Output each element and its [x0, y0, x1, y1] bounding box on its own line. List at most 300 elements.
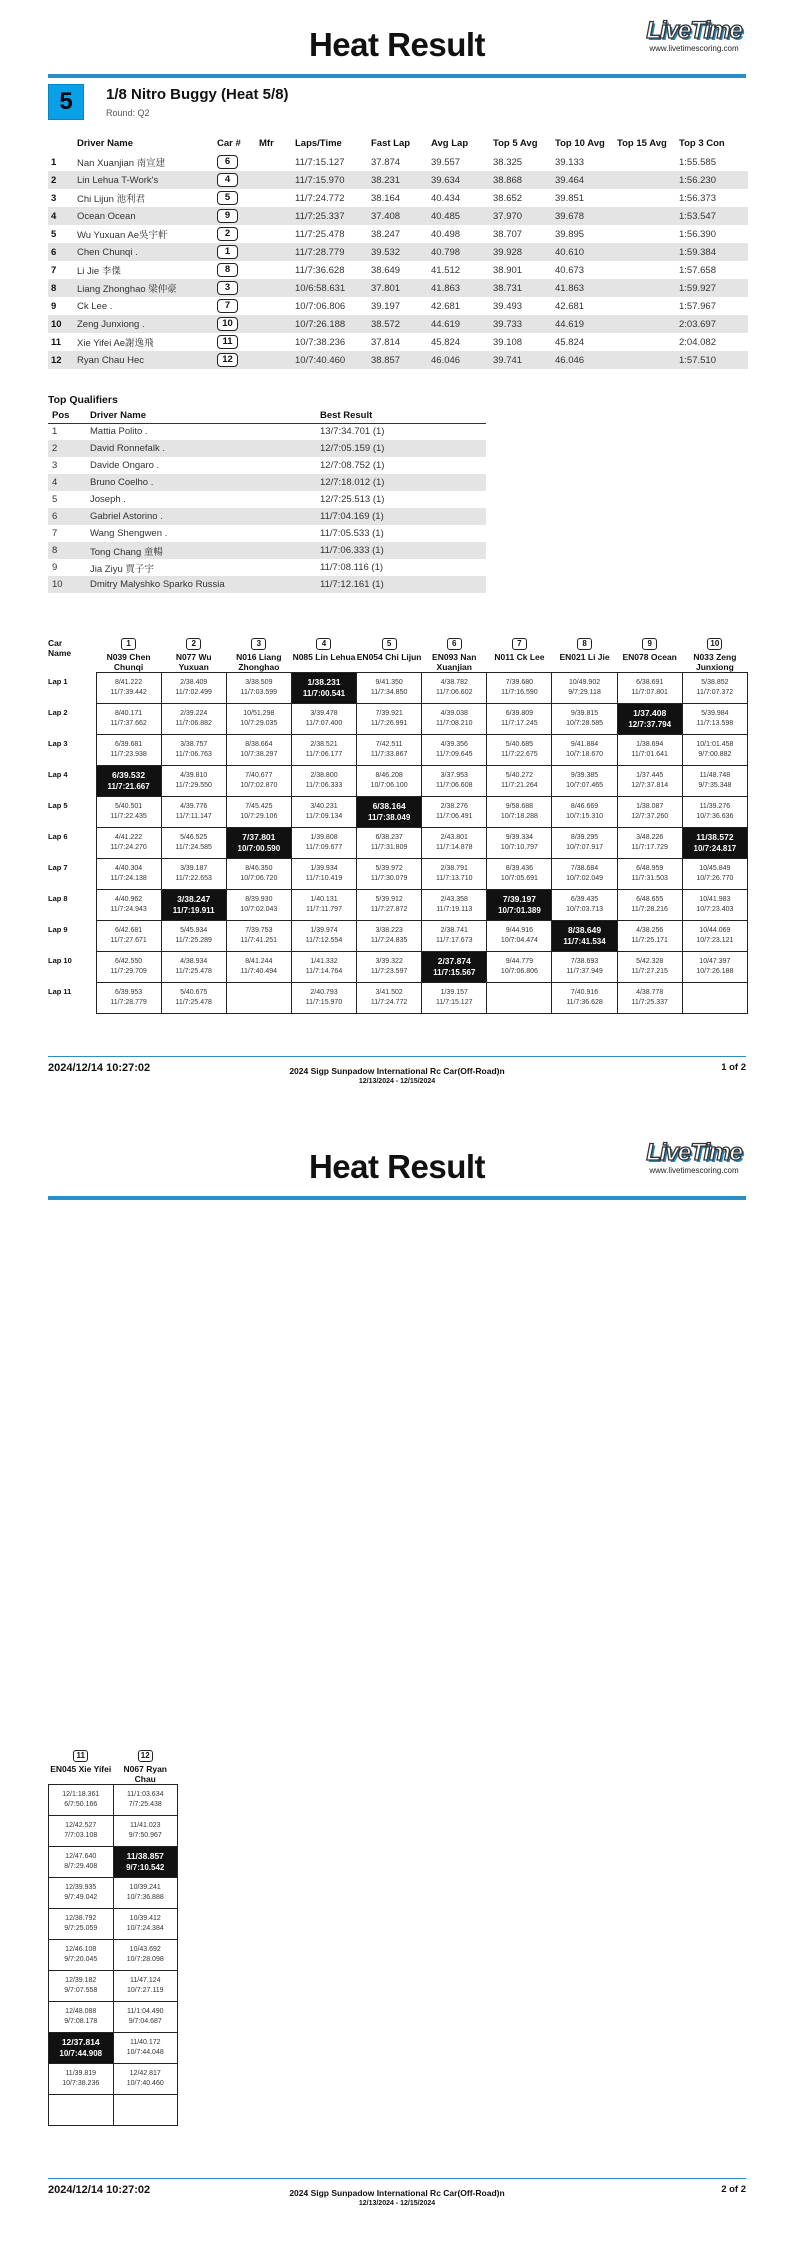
lap-pos-time: 12/39.935 — [65, 1884, 97, 1891]
result-t15 — [614, 153, 676, 171]
lap-pos-time: 7/39.921 — [375, 710, 403, 717]
lap-total: 11/7:21.667 — [107, 781, 150, 791]
lap-pos-time: 11/48.748 — [699, 772, 731, 779]
col-fast: Fast Lap — [371, 138, 411, 149]
lap-total: 9/7:00.882 — [698, 751, 732, 758]
tq-row — [48, 508, 486, 525]
tq-row — [48, 440, 486, 457]
result-pos: 7 — [51, 264, 57, 276]
lap-cell — [113, 2033, 178, 2064]
lap-cell — [487, 983, 552, 1014]
result-laps: 11/7:36.628 — [295, 264, 345, 276]
lap-chart-driver-name: Chen Chunqi — [113, 652, 151, 672]
lap-total: 10/7:26.770 — [696, 875, 734, 882]
result-t10: 39.133 — [555, 156, 585, 168]
result-t5: 38.707 — [493, 228, 523, 240]
tq-pos: 2 — [48, 440, 86, 457]
tq-pos: 6 — [48, 508, 86, 525]
result-car-cell — [214, 207, 256, 225]
lap-cell — [422, 859, 487, 890]
result-mfr — [256, 207, 292, 225]
tq-pos: 9 — [52, 562, 58, 573]
result-t3: 1:55.585 — [679, 156, 716, 168]
col-driver: Driver Name — [77, 138, 133, 149]
result-t15 — [614, 207, 676, 225]
lap-total: 11/7:19.911 — [172, 905, 215, 915]
tq-result: 12/7:08.752 (1) — [320, 460, 385, 471]
result-pos: 5 — [51, 228, 57, 240]
car-number-badge: 8 — [217, 263, 238, 277]
result-mfr — [256, 279, 292, 297]
lap-pos-time: 10/39.241 — [129, 1884, 161, 1891]
lap-total: 11/7:24.943 — [110, 906, 147, 913]
result-laps: 11/7:25.337 — [292, 207, 368, 225]
result-t10: 45.824 — [555, 336, 585, 348]
lap-cell — [617, 735, 682, 766]
result-avg: 39.634 — [428, 171, 490, 189]
lap-total: 9/7:07.558 — [64, 1987, 98, 1994]
result-row — [48, 333, 748, 351]
result-driver: Lin Lehua T-Work's — [74, 171, 214, 189]
lap-row — [49, 2095, 178, 2126]
lap-cell — [161, 673, 226, 704]
lap-total: 11/7:08.210 — [436, 720, 473, 727]
round-label: Round: Q2 — [106, 108, 150, 118]
lap-total: 10/7:05.691 — [500, 875, 538, 882]
result-driver: Ck Lee . — [77, 300, 113, 312]
lap-row — [49, 2033, 178, 2064]
result-t5: 38.325 — [493, 156, 523, 168]
lap-cell — [291, 828, 356, 859]
lap-total: 10/7:29.035 — [240, 720, 278, 727]
lap-pos-time: 10/51.298 — [243, 710, 275, 717]
lap-total: 11/7:22.653 — [175, 875, 212, 882]
lap-chart-driver-name: Nan Xuanjian — [436, 652, 477, 672]
result-t15 — [614, 189, 676, 207]
livetime-logo — [642, 18, 746, 53]
lap-pos-time: 3/38.223 — [375, 927, 403, 934]
lap-cell — [422, 983, 487, 1014]
fastest-lap-cell — [161, 890, 226, 921]
col-avg: Avg Lap — [431, 138, 469, 149]
lap-cell — [487, 952, 552, 983]
lap-total: 9/7:20.045 — [64, 1956, 98, 1963]
lap-cell — [552, 797, 617, 828]
lap-pos-time: 9/44.779 — [505, 958, 534, 965]
logo-url-2: www.livetimescoring.com — [649, 1166, 739, 1175]
lap-cell — [291, 952, 356, 983]
lap-cell — [113, 2002, 178, 2033]
result-row — [48, 243, 748, 261]
lap-chart-driver-name: Xie Yifei — [78, 1764, 112, 1774]
lap-label: Lap 6 — [48, 831, 68, 841]
lap-cell — [161, 766, 226, 797]
fastest-lap-cell — [226, 828, 291, 859]
lap-cell — [552, 952, 617, 983]
result-t5: 39.928 — [490, 243, 552, 261]
lap-pos-time: 12/46.108 — [65, 1946, 97, 1953]
lap-pos-time: 12/48.088 — [65, 2008, 97, 2015]
lap-cell — [113, 2064, 178, 2095]
tq-driver: Gabriel Astorino . — [86, 508, 316, 525]
lap-pos-time: 3/38.509 — [245, 679, 273, 686]
lap-total: 10/7:06.100 — [370, 782, 408, 789]
lap-total: 10/7:04.474 — [500, 937, 538, 944]
tq-col-driver: Driver Name — [86, 408, 316, 423]
lap-chart-car-header — [113, 1750, 178, 1785]
lap-total: 11/7:29.709 — [110, 968, 147, 975]
lap-total: 10/7:28.098 — [126, 1956, 164, 1963]
result-fast: 38.164 — [371, 192, 401, 204]
car-number-badge: 12 — [217, 353, 238, 367]
lap-total: 11/7:21.264 — [501, 782, 538, 789]
lap-cell — [291, 797, 356, 828]
lap-cell — [161, 983, 226, 1014]
lap-pos-time: 10/41.983 — [699, 896, 731, 903]
result-pos: 4 — [48, 207, 74, 225]
result-mfr — [256, 171, 292, 189]
page-title: Heat Result — [308, 26, 486, 63]
lap-total: 11/7:00.541 — [302, 688, 346, 698]
lap-pos-time: 9/58.688 — [505, 803, 534, 810]
lap-total: 11/7:26.991 — [370, 720, 408, 727]
fastest-lap-cell — [617, 704, 682, 735]
result-t3: 1:56.390 — [679, 228, 716, 240]
lap-row — [48, 890, 748, 921]
result-car-cell — [214, 225, 256, 243]
result-pos: 9 — [51, 300, 57, 312]
result-laps: 10/7:40.460 — [292, 351, 368, 369]
lap-pos-time: 3/48.226 — [636, 834, 664, 841]
tq-driver: Dmitry Malyshko Sparko Russia — [86, 576, 316, 593]
lap-total: 10/7:01.389 — [498, 905, 541, 915]
lap-chart-car-code: N077 — [175, 652, 197, 662]
lap-chart-car-code: EN021 — [559, 652, 586, 662]
tq-result: 11/7:04.169 (1) — [316, 508, 486, 525]
lap-chart-car-code: N011 — [494, 652, 515, 662]
lap-cell — [291, 890, 356, 921]
lap-pos-time: 11/1:03.634 — [127, 1791, 164, 1798]
lap-total: 9/7:10.542 — [126, 1862, 165, 1872]
lap-cell — [49, 1971, 114, 2002]
lap-pos-time: 4/40.304 — [114, 865, 143, 872]
lap-pos-time: 7/38.684 — [570, 865, 599, 872]
lap-pos-time: 6/39.953 — [114, 989, 143, 996]
lap-cell — [682, 890, 747, 921]
result-laps: 10/7:26.188 — [292, 315, 368, 333]
lap-total: 9/7:08.178 — [64, 2018, 98, 2025]
lap-pos-time: 8/41.244 — [245, 958, 273, 965]
lap-cell — [617, 921, 682, 952]
result-driver: Ocean Ocean — [74, 207, 214, 225]
result-driver: Xie Yifei Ae謝逸飛 — [77, 338, 154, 349]
tq-driver: Tong Chang 童暢 — [86, 542, 316, 559]
lap-pos-time: 11/1:04.490 — [127, 2008, 164, 2015]
lap-cell — [113, 1940, 178, 1971]
lap-cell — [291, 921, 356, 952]
result-avg: 40.498 — [431, 228, 461, 240]
lap-row — [49, 2002, 178, 2033]
lap-total: 11/7:13.598 — [696, 720, 734, 727]
lap-chart-driver-name: Li Jie — [587, 652, 610, 662]
lap-pos-time: 9/41.350 — [375, 679, 403, 686]
tq-result: 11/7:08.116 (1) — [320, 562, 384, 573]
lap-cell — [357, 673, 422, 704]
lap-pos-time: 11/41.023 — [129, 1822, 161, 1829]
lap-pos-time: 2/38.521 — [310, 741, 338, 748]
lap-pos-time: 5/39.984 — [701, 710, 729, 717]
tq-driver: Jia Ziyu 賈子宇 — [90, 563, 154, 575]
result-laps: 11/7:25.478 — [295, 228, 345, 240]
lap-row — [49, 1971, 178, 2002]
lap-total: 11/7:38.049 — [368, 812, 411, 822]
result-avg: 41.512 — [431, 264, 461, 276]
lap-total: 10/7:07.917 — [566, 844, 604, 851]
lap-total: 11/7:07.801 — [631, 689, 668, 696]
lap-total: 11/7:01.641 — [631, 751, 668, 758]
lap-total: 11/7:07.372 — [696, 689, 734, 696]
result-mfr — [256, 261, 292, 279]
lap-cell — [113, 1909, 178, 1940]
lap-pos-time: 4/38.778 — [636, 989, 664, 996]
lap-pos-time: 11/38.572 — [696, 831, 734, 842]
lap-row — [48, 828, 748, 859]
result-fast: 39.532 — [368, 243, 428, 261]
result-fast: 38.572 — [368, 315, 428, 333]
lap-chart-car-code: EN093 — [432, 652, 459, 662]
lap-total: 11/7:31.503 — [631, 875, 668, 882]
tq-driver: Joseph . — [90, 494, 126, 505]
result-t5: 39.108 — [493, 336, 523, 348]
tq-result: 12/7:25.513 (1) — [320, 494, 385, 505]
lap-pos-time: 3/39.322 — [375, 958, 403, 965]
lap-cell — [226, 983, 291, 1014]
fastest-lap-cell — [113, 1847, 178, 1878]
result-t5: 38.731 — [490, 279, 552, 297]
result-t15 — [614, 171, 676, 189]
lap-total: 11/7:06.602 — [436, 689, 473, 696]
tq-result: 12/7:05.159 (1) — [316, 440, 486, 457]
lap-cell — [682, 921, 747, 952]
lap-cell — [291, 983, 356, 1014]
result-driver: Liang Zhonghao 梁仲豪 — [74, 279, 214, 297]
lap-total: 11/7:09.677 — [305, 844, 343, 851]
lap-pos-time: 12/42.527 — [65, 1822, 97, 1829]
lap-chart-driver-name: Ryan Chau — [134, 1764, 167, 1784]
lap-cell — [357, 766, 422, 797]
result-t10: 39.678 — [552, 207, 614, 225]
lap-cell — [49, 1878, 114, 1909]
lap-cell — [682, 673, 747, 704]
tq-col-result: Best Result — [316, 408, 486, 423]
result-t5: 38.652 — [493, 192, 523, 204]
result-pos: 3 — [51, 192, 57, 204]
result-mfr — [256, 297, 292, 315]
lap-total: 11/7:25.171 — [631, 937, 668, 944]
lap-cell — [357, 859, 422, 890]
lap-pos-time: 8/38.649 — [568, 924, 602, 935]
lap-chart-driver-name: Ocean — [650, 652, 677, 662]
lap-pos-time: 10/47.397 — [699, 958, 731, 965]
lap-total: 11/7:36.628 — [566, 999, 603, 1006]
lap-chart-car-code: N067 — [123, 1764, 144, 1774]
logo-mark: LiveTime — [646, 17, 742, 44]
page-title-2: Heat Result — [308, 1148, 486, 1185]
lap-pos-time: 3/39.478 — [310, 710, 338, 717]
lap-pos-time: 6/39.435 — [570, 896, 599, 903]
tq-pos: 1 — [52, 426, 58, 438]
header-rule-2 — [48, 1196, 746, 1200]
lap-total: 11/7:24.585 — [175, 844, 212, 851]
car-number-badge: 5 — [217, 191, 238, 205]
lap-total: 10/7:06.806 — [500, 968, 538, 975]
lap-cell — [96, 735, 161, 766]
footer-date: 2024/12/14 10:27:02 — [48, 1062, 151, 1074]
result-car-cell — [214, 297, 256, 315]
lap-total: 10/7:00.590 — [237, 843, 281, 853]
header-rule — [48, 74, 746, 78]
lap-cell — [226, 952, 291, 983]
result-t10: 39.851 — [555, 192, 585, 204]
lap-total: 6/7:50.166 — [64, 1801, 98, 1808]
lap-total: 11/7:17.245 — [501, 720, 538, 727]
result-t5: 37.970 — [490, 207, 552, 225]
lap-chart-car-header — [357, 638, 422, 673]
lap-pos-time: 5/46.525 — [180, 834, 208, 841]
fastest-lap-cell — [49, 2033, 114, 2064]
lap-cell — [422, 828, 487, 859]
lap-chart-car-number: 4 — [316, 638, 331, 650]
lap-pos-time: 7/40.677 — [245, 772, 273, 779]
lap-pos-time: 8/46.669 — [570, 803, 599, 810]
lap-cell — [357, 921, 422, 952]
lap-cell — [113, 1816, 178, 1847]
result-car-cell — [214, 171, 256, 189]
lap-pos-time: 8/38.664 — [245, 741, 273, 748]
lap-cell — [357, 952, 422, 983]
result-driver: Nan Xuanjian 南宣建 — [77, 158, 166, 169]
lap-pos-time: 7/38.693 — [570, 958, 599, 965]
lap-pos-time: 12/1:18.361 — [62, 1791, 100, 1798]
lap-cell — [617, 673, 682, 704]
tq-row — [48, 491, 486, 508]
result-mfr — [256, 333, 292, 351]
col-top15: Top 15 Avg — [617, 138, 667, 149]
lap-pos-time: 6/48.655 — [636, 896, 664, 903]
tq-row — [48, 525, 486, 542]
lap-cell — [422, 735, 487, 766]
lap-total: 10/7:18.288 — [500, 813, 538, 820]
result-fast: 37.874 — [371, 156, 401, 168]
lap-pos-time: 2/38.741 — [440, 927, 468, 934]
lap-pos-time: 5/40.675 — [180, 989, 208, 996]
tq-row — [48, 542, 486, 559]
lap-row — [48, 921, 748, 952]
lap-total: 11/7:03.599 — [240, 689, 278, 696]
result-driver: Wu Yuxuan Ae吳宇軒 — [77, 230, 168, 241]
lap-total: 11/7:27.872 — [370, 906, 408, 913]
lap-total: 11/7:09.134 — [305, 813, 343, 820]
lap-cell — [161, 921, 226, 952]
lap-total: 10/7:38.236 — [62, 2080, 100, 2087]
lap-pos-time: 5/42.328 — [636, 958, 664, 965]
lap-total: 9/7:50.967 — [128, 1832, 162, 1839]
lap-pos-time: 7/40.916 — [570, 989, 599, 996]
lap-chart-driver-name: Chi Lijun — [385, 652, 422, 662]
lap-cell — [96, 704, 161, 735]
lap-chart-car-number: 7 — [512, 638, 527, 650]
result-row — [48, 189, 748, 207]
lap-chart-row-header: Car Name — [48, 638, 72, 658]
lap-cell — [487, 704, 552, 735]
lap-pos-time: 5/40.685 — [505, 741, 534, 748]
heat-number-badge: 5 — [48, 84, 84, 120]
col-top10: Top 10 Avg — [555, 138, 605, 149]
lap-cell — [487, 921, 552, 952]
lap-cell — [552, 766, 617, 797]
lap-pos-time: 6/38.237 — [375, 834, 403, 841]
result-car-cell — [214, 315, 256, 333]
lap-chart-car-number: 9 — [642, 638, 657, 650]
footer-date-range-2: 12/13/2024 - 12/15/2024 — [358, 2200, 436, 2207]
lap-chart-car-header — [617, 638, 682, 673]
result-avg: 39.557 — [431, 156, 461, 168]
lap-total: 10/7:24.817 — [693, 843, 737, 853]
result-avg: 42.681 — [431, 300, 461, 312]
result-t15 — [614, 225, 676, 243]
result-t3: 2:03.697 — [676, 315, 748, 333]
result-t5: 38.868 — [490, 171, 552, 189]
lap-total: 11/7:25.478 — [175, 968, 212, 975]
footer-date-2: 2024/12/14 10:27:02 — [48, 2184, 151, 2196]
lap-total: 9/7:25.059 — [64, 1925, 98, 1932]
lap-cell — [291, 735, 356, 766]
lap-pos-time: 5/39.912 — [375, 896, 403, 903]
result-t15 — [614, 261, 676, 279]
lap-cell — [487, 797, 552, 828]
lap-cell — [161, 735, 226, 766]
lap-cell — [96, 890, 161, 921]
result-laps: 11/7:24.772 — [295, 192, 345, 204]
lap-chart-driver-name: Liang Zhonghao — [238, 652, 282, 672]
lap-chart-car-code: EN054 — [356, 652, 383, 662]
result-t3: 1:59.927 — [676, 279, 748, 297]
lap-chart-driver-name: Wu Yuxuan — [178, 652, 212, 672]
car-number-badge: 3 — [217, 281, 238, 295]
lap-label: Lap 5 — [48, 800, 68, 810]
lap-label: Lap 8 — [48, 893, 68, 903]
tq-result: 12/7:18.012 (1) — [316, 474, 486, 491]
lap-pos-time: 1/39.157 — [440, 989, 468, 996]
result-laps: 10/6:58.631 — [292, 279, 368, 297]
car-number-badge: 2 — [217, 227, 238, 241]
lap-total: 11/7:22.435 — [110, 813, 147, 820]
result-laps: 11/7:15.127 — [295, 156, 345, 168]
page-2 — [0, 1122, 794, 2244]
result-row — [48, 261, 748, 279]
lap-chart-car-header — [422, 638, 487, 673]
lap-cell — [226, 766, 291, 797]
result-mfr — [256, 189, 292, 207]
lap-total: 10/7:24.384 — [126, 1925, 164, 1932]
lap-pos-time: 9/44.916 — [505, 927, 534, 934]
lap-chart-car-code: N033 — [693, 652, 714, 662]
lap-cell — [487, 859, 552, 890]
result-row — [48, 207, 748, 225]
lap-cell — [226, 704, 291, 735]
lap-cell — [617, 983, 682, 1014]
lap-pos-time: 5/39.972 — [375, 865, 403, 872]
